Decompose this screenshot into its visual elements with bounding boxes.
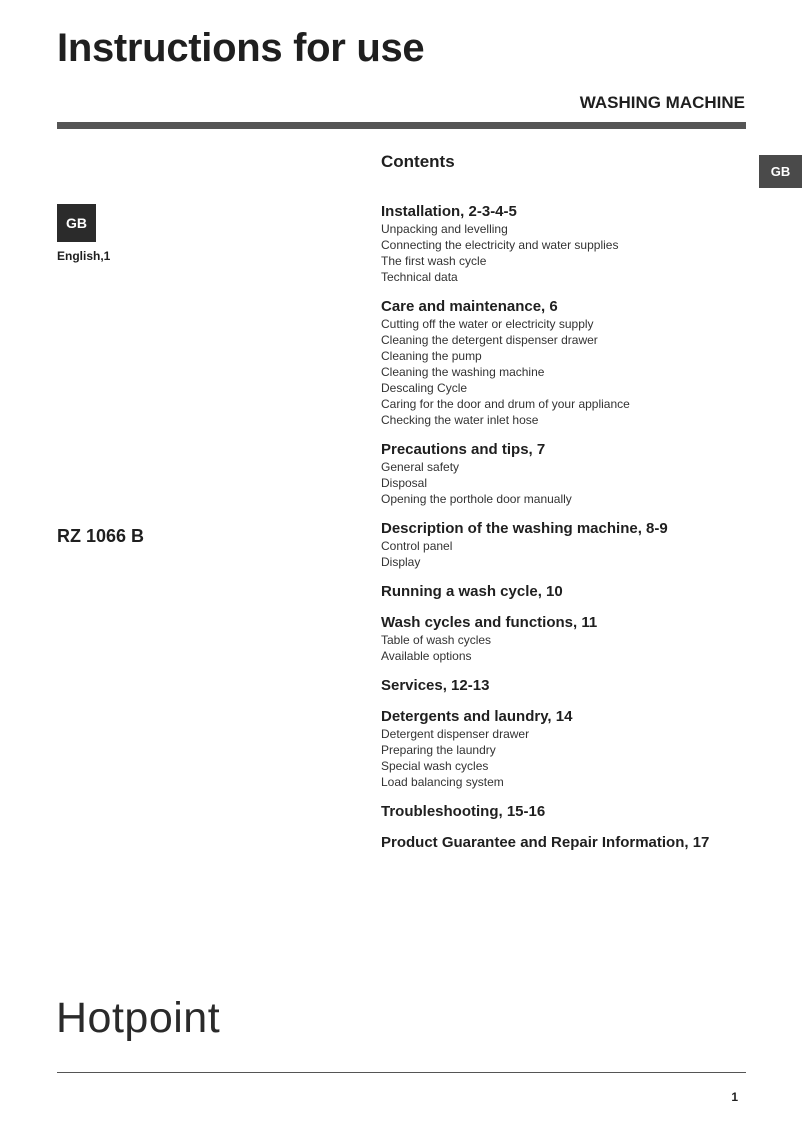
toc-item: Connecting the electricity and water supplies [381, 238, 619, 252]
toc-item-list [381, 221, 781, 285]
toc-section-title: Precautions and tips, 7 [381, 441, 546, 458]
model-number: RZ 1066 B [57, 526, 145, 546]
toc-section [381, 614, 781, 664]
toc-item: Display [381, 555, 421, 569]
table-of-contents [381, 203, 781, 865]
toc-item: Caring for the door and drum of your appliance [381, 397, 630, 411]
toc-item: Available options [381, 649, 472, 663]
toc-section-title: Wash cycles and functions, 11 [381, 614, 598, 631]
toc-item: Technical data [381, 270, 458, 284]
toc-section [381, 583, 781, 601]
contents-heading: Contents [381, 152, 455, 171]
toc-section [381, 298, 781, 428]
toc-section-title: Description of the washing machine, 8-9 [381, 520, 668, 537]
footer-divider [57, 1072, 746, 1073]
toc-item: Cutting off the water or electricity supply [381, 317, 594, 331]
toc-section [381, 677, 781, 695]
toc-item: Unpacking and levelling [381, 222, 508, 236]
toc-section [381, 708, 781, 790]
toc-item: Checking the water inlet hose [381, 413, 539, 427]
toc-item: Table of wash cycles [381, 633, 492, 647]
toc-section [381, 520, 781, 570]
toc-section-title: Care and maintenance, 6 [381, 298, 558, 315]
toc-item-list [381, 632, 781, 664]
toc-item: Cleaning the washing machine [381, 365, 545, 379]
page-number: 1 [731, 1090, 738, 1104]
toc-item: The first wash cycle [381, 254, 487, 268]
toc-item: Cleaning the detergent dispenser drawer [381, 333, 598, 347]
header-divider [57, 122, 746, 129]
language-label: English,1 [57, 249, 111, 263]
toc-item: Load balancing system [381, 775, 504, 789]
toc-section-title: Troubleshooting, 15-16 [381, 803, 546, 820]
toc-section [381, 441, 781, 507]
toc-item: Descaling Cycle [381, 381, 468, 395]
brand-logo: Hotpoint [56, 994, 221, 1042]
toc-item: Preparing the laundry [381, 743, 496, 757]
toc-item: General safety [381, 460, 460, 474]
toc-item-list [381, 459, 781, 507]
toc-section-title: Installation, 2-3-4-5 [381, 203, 517, 220]
toc-section [381, 203, 781, 285]
toc-item: Detergent dispenser drawer [381, 727, 530, 741]
toc-item: Opening the porthole door manually [381, 492, 572, 506]
toc-item: Control panel [381, 539, 453, 553]
toc-section-title: Detergents and laundry, 14 [381, 708, 573, 725]
toc-item: Disposal [381, 476, 428, 490]
toc-item-list [381, 538, 781, 570]
toc-item-list [381, 726, 781, 790]
language-badge: GB [57, 204, 96, 242]
toc-section-title: Product Guarantee and Repair Information, 17 [381, 834, 710, 851]
toc-item: Cleaning the pump [381, 349, 482, 363]
toc-section [381, 803, 781, 821]
toc-item-list [381, 316, 781, 428]
document-title: Instructions for use [57, 26, 425, 70]
toc-section-title: Running a wash cycle, 10 [381, 583, 563, 600]
toc-section [381, 834, 781, 852]
toc-item: Special wash cycles [381, 759, 489, 773]
toc-section-title: Services, 12-13 [381, 677, 490, 694]
language-side-tab: GB [759, 155, 802, 188]
document-subtitle: WASHING MACHINE [579, 93, 745, 112]
